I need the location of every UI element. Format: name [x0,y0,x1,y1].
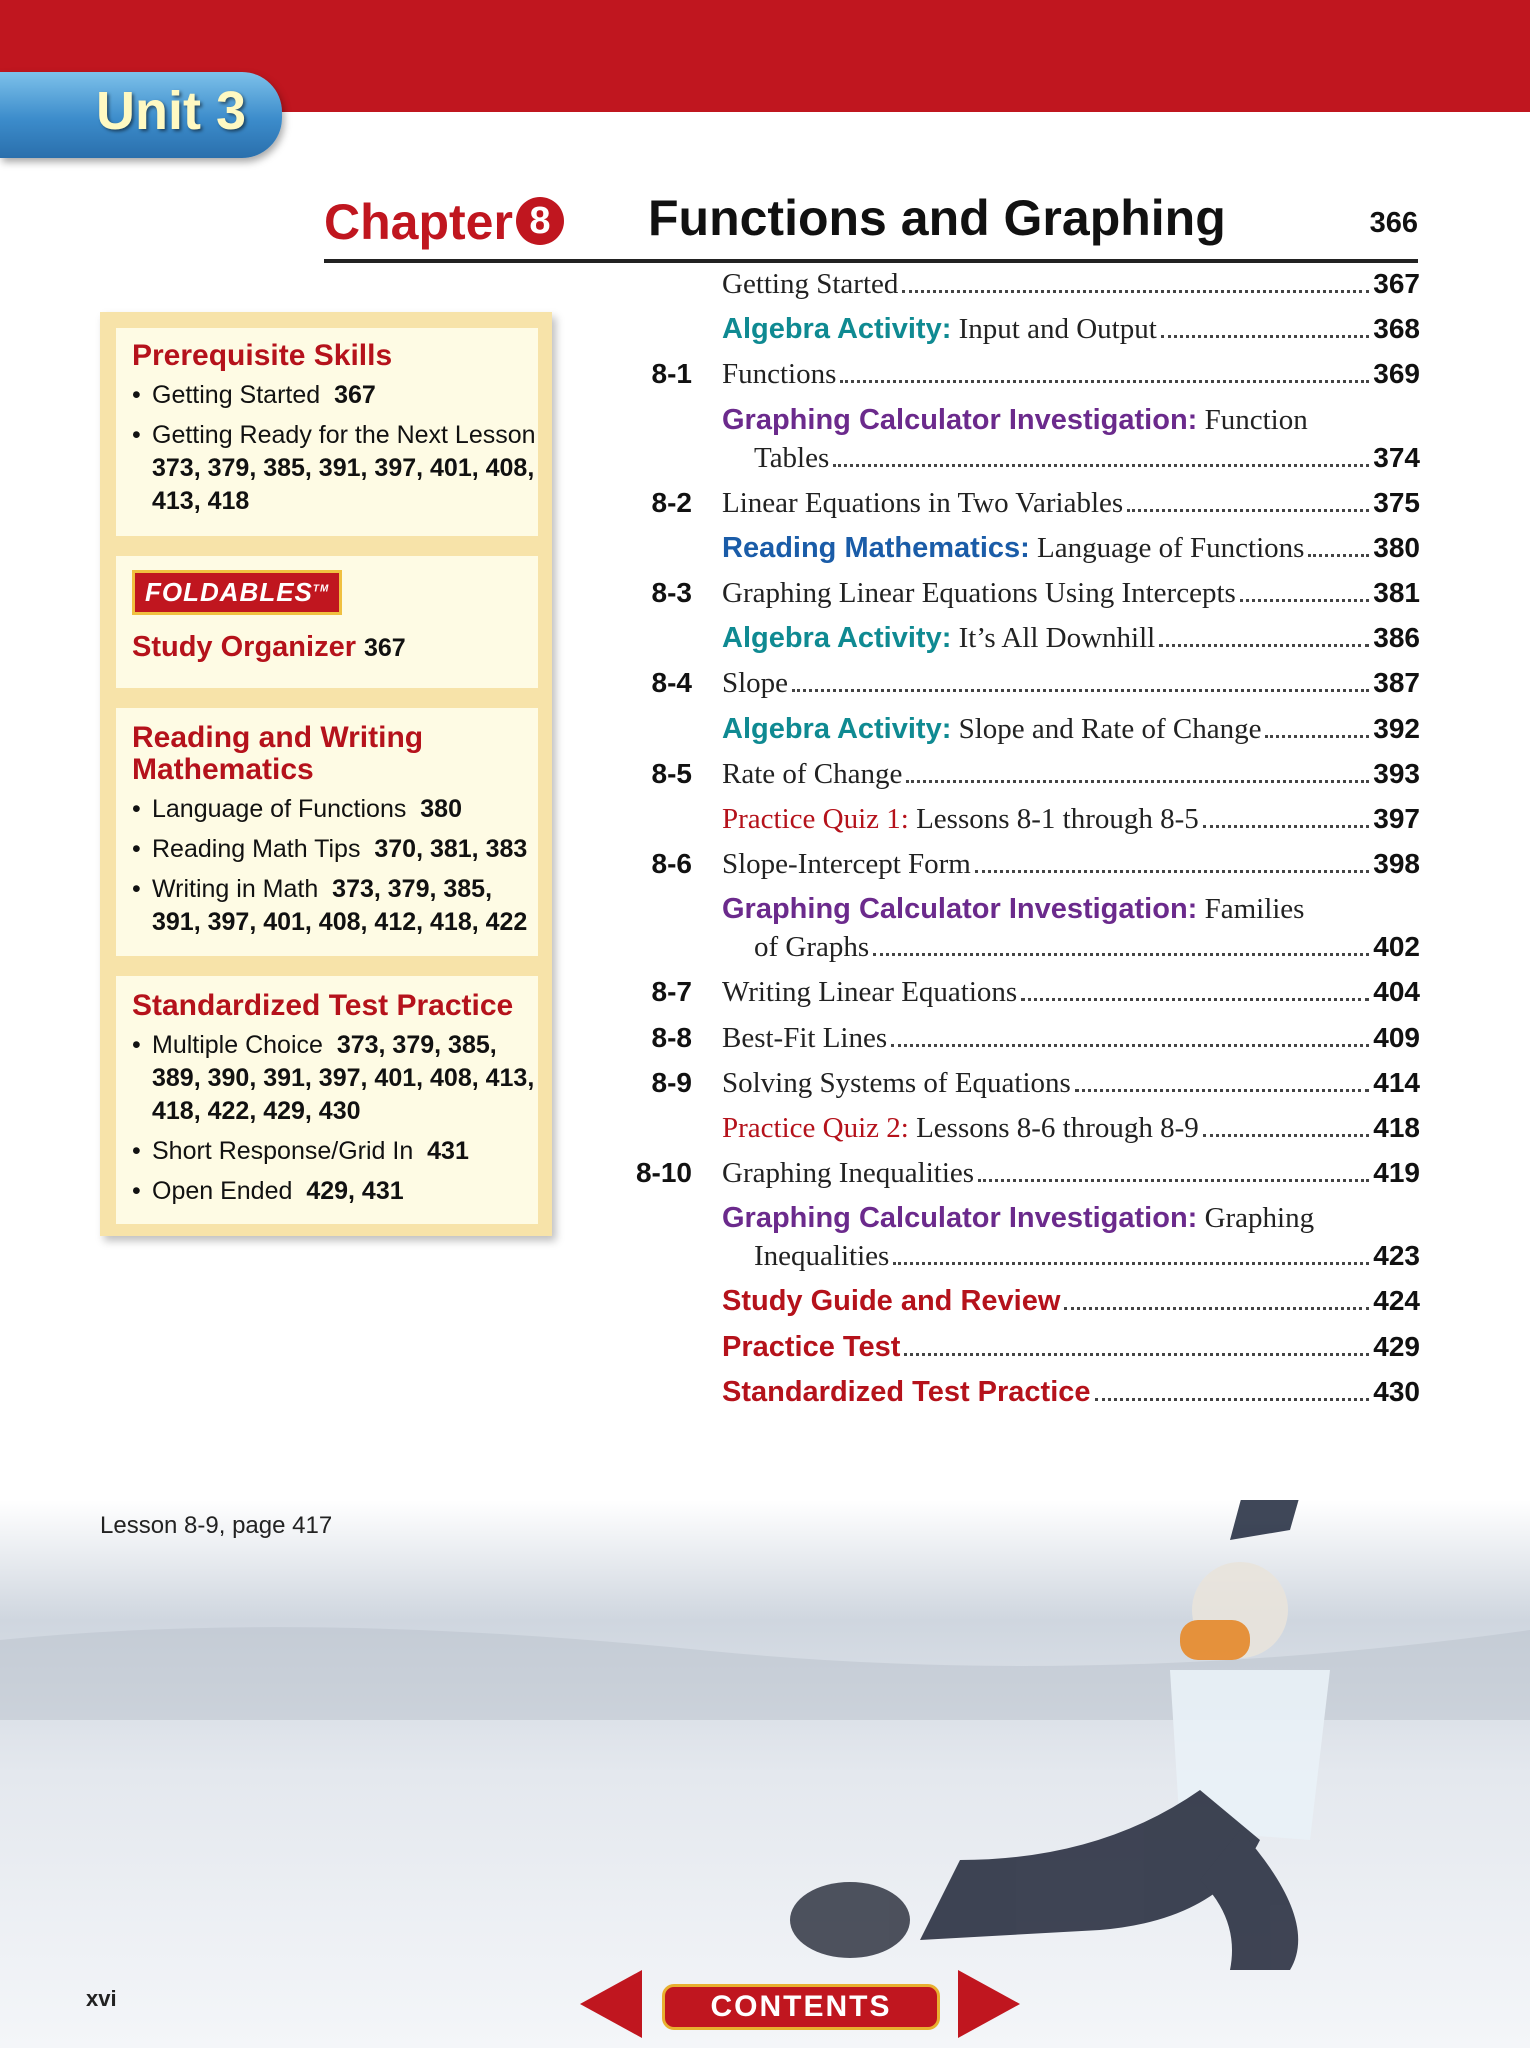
toc-entry[interactable] [600,355,1420,393]
study-organizer-link[interactable]: Study Organizer 367 [132,631,406,663]
entry-page: 429 [1373,1330,1420,1362]
chapter-number-badge: 8 [516,197,564,245]
toc-entry[interactable] [600,310,1420,348]
entry-label: Writing Linear Equations [722,976,1018,1009]
unit-tab [0,72,282,158]
entry-label: Slope [722,667,789,700]
dot-leader [1075,1089,1369,1092]
foldables-box [116,556,538,688]
entry-label: Inequalities [754,1240,890,1273]
entry-page: 424 [1373,1285,1420,1317]
chapter-title: Functions and Graphing [648,190,1226,246]
photo-caption: Lesson 8-9, page 417 [100,1512,333,1539]
toc-entry[interactable] [600,800,1420,838]
entry-label: Rate of Change [722,757,903,790]
item-pages: 373, 379, 385, 391, 397, 401, 408, 413, 418 [152,454,535,515]
dot-leader [833,464,1369,467]
test-box [116,976,538,1224]
lesson-number: 8-1 [651,358,692,390]
contents-nav [580,1966,1020,2042]
list-item[interactable] [132,379,538,412]
list-item[interactable]: • Language of Functions 380 [132,793,538,826]
reading-heading: Reading and Writing Mathematics [132,721,424,786]
dot-leader [906,780,1369,783]
item-pages: 367 [334,381,376,409]
sidebar-panel [100,312,552,1236]
entry-prefix: Reading Mathematics: [722,531,1030,564]
dot-leader [1021,998,1369,1001]
entry-page: 367 [1373,268,1420,299]
entry-label: Function [1197,403,1308,436]
item-text: Getting Started [152,381,321,409]
list-item[interactable]: • Writing in Math 373, 379, 385, 391, 397, 401, 408, 412, 418, 422 [132,873,538,939]
dot-leader [873,953,1369,956]
contents-button[interactable]: CONTENTS [662,1984,940,2030]
lesson-number: 8-10 [635,1157,692,1189]
dot-leader [1240,599,1369,602]
entry-page: 386 [1373,622,1420,654]
lesson-number: 8-3 [651,577,692,608]
page-folio: xvi [86,1986,117,2011]
toc-entry[interactable] [600,1373,1420,1411]
entry-label: Graphing Inequalities [722,1157,975,1190]
entry-page: 392 [1373,712,1420,744]
dot-leader [1203,1134,1369,1137]
entry-prefix: Graphing Calculator Investigation: [722,1202,1198,1235]
toc-entry[interactable] [600,265,1420,303]
toc-entry[interactable] [600,664,1420,702]
toc-entry[interactable] [600,574,1420,612]
entry-prefix: Algebra Activity: [722,313,952,346]
entry-label: Practice Quiz 2: Lessons 8-6 through 8-9 [722,1112,1199,1144]
list-item[interactable] [132,419,538,518]
next-page-arrow-icon[interactable] [958,1970,1020,2038]
entry-page: 369 [1373,358,1420,390]
dot-leader [1127,509,1369,512]
dot-leader [1265,735,1369,738]
lesson-number: 8-5 [651,757,692,789]
entry-page: 387 [1373,667,1420,699]
chapter-page: 366 [1369,207,1418,239]
dot-leader [902,290,1369,293]
reading-box [116,708,538,956]
entry-prefix: Practice Quiz 2: [722,1112,909,1144]
entry-page: 402 [1373,931,1420,963]
toc-entry[interactable] [600,619,1420,657]
dot-leader [1159,644,1369,647]
entry-label: Algebra Activity: Slope and Rate of Change [722,712,1262,745]
dot-leader [893,1262,1369,1265]
dot-leader [840,380,1369,383]
item-text: Getting Ready for the Next Lesson [152,421,536,449]
entry-page: 398 [1373,848,1420,880]
entry-page: 418 [1373,1112,1420,1143]
entry-page: 409 [1373,1021,1420,1053]
entry-page: 419 [1373,1157,1420,1189]
lesson-number: 8-7 [651,976,692,1008]
entry-prefix: Graphing Calculator Investigation: [722,403,1198,436]
toc-entry[interactable] [600,755,1420,793]
entry-label: Practice Quiz 1: Lessons 8-1 through 8-5 [722,803,1199,835]
entry-label: Algebra Activity: It’s All Downhill [722,622,1156,655]
previous-page-arrow-icon[interactable] [580,1970,642,2038]
toc-entry[interactable] [600,1109,1420,1147]
dot-leader [1161,335,1370,338]
dot-leader [891,1044,1369,1047]
entry-page: 430 [1373,1375,1420,1407]
entry-label: of Graphs [754,931,870,964]
entry-page: 374 [1373,441,1420,473]
lesson-number: 8-6 [651,848,692,880]
toc-entry[interactable] [600,973,1420,1011]
toc-entry[interactable] [600,484,1420,522]
entry-prefix: Practice Quiz 1: [722,803,909,835]
entry-label: Reading Mathematics: Language of Functions [722,531,1305,564]
toc-entry[interactable] [600,529,1420,567]
entry-label: Solving Systems of Equations [722,1066,1071,1099]
entry-label: Graphing [1197,1202,1315,1235]
dot-leader [792,689,1369,692]
entry-label: Functions [722,358,837,391]
lesson-number: 8-4 [651,667,692,699]
entry-page: 393 [1373,757,1420,789]
toc-entry[interactable] [600,1064,1420,1102]
entry-page: 375 [1373,486,1420,518]
dot-leader [975,870,1369,873]
entry-label: Standardized Test Practice [722,1375,1091,1408]
lesson-number: 8-2 [651,486,692,518]
toc-entry[interactable] [600,890,1420,968]
toc-entry[interactable] [600,1154,1420,1192]
list-item[interactable]: • Open Ended 429, 431 [132,1175,538,1208]
entry-label: Slope-Intercept Form [722,848,971,881]
entry-label: Linear Equations in Two Variables [722,486,1124,519]
lesson-number: 8-8 [651,1021,692,1053]
entry-page: 380 [1373,531,1420,563]
entry-prefix: Algebra Activity: [722,712,952,745]
toc-entry[interactable] [600,1019,1420,1057]
dot-leader [1308,554,1369,557]
dot-leader [1064,1307,1369,1310]
toc-entry[interactable] [600,1282,1420,1320]
list-item[interactable]: • Reading Math Tips 370, 381, 383 [132,833,538,866]
entry-label: Study Guide and Review [722,1285,1061,1318]
entry-label: Algebra Activity: Input and Output [722,313,1157,346]
unit-label: Unit 3 [96,81,247,141]
toc-entry[interactable] [600,401,1420,479]
test-heading: Standardized Test Practice [132,989,514,1022]
entry-label: Graphing Linear Equations Using Intercepts [722,577,1236,609]
entry-page: 404 [1373,976,1420,1008]
entry-page: 368 [1373,313,1420,345]
dot-leader [904,1353,1369,1356]
lesson-number: 8-9 [651,1066,692,1098]
entry-label: Practice Test [722,1330,901,1363]
entry-prefix: Algebra Activity: [722,622,952,655]
dot-leader [1095,1398,1370,1401]
dot-leader [978,1179,1369,1182]
entry-page: 397 [1373,803,1420,834]
toc-entry[interactable] [600,1328,1420,1366]
toc-entry[interactable] [600,1199,1420,1277]
entry-label: Best-Fit Lines [722,1021,888,1054]
toc-entry[interactable] [600,710,1420,748]
entry-label: Getting Started [722,268,899,300]
entry-page: 414 [1373,1066,1420,1098]
entry-label: Families [1197,893,1305,926]
entry-prefix: Graphing Calculator Investigation: [722,893,1198,926]
foldables-logo: FOLDABLES™ [132,570,342,615]
list-item[interactable]: • Short Response/Grid In 431 [132,1135,538,1168]
chapter-header [324,185,1418,263]
prereq-box [116,328,538,536]
entry-page: 423 [1373,1240,1420,1272]
entry-page: 381 [1373,577,1420,608]
entry-label: Tables [754,441,830,474]
prereq-heading: Prerequisite Skills [132,339,393,372]
list-item[interactable]: • Multiple Choice 373, 379, 385, 389, 390, 391, 397, 401, 408, 413, 418, 422, 429, 430 [132,1029,538,1128]
dot-leader [1203,825,1369,828]
chapter-word: Chapter [324,194,513,250]
toc-entry[interactable] [600,845,1420,883]
